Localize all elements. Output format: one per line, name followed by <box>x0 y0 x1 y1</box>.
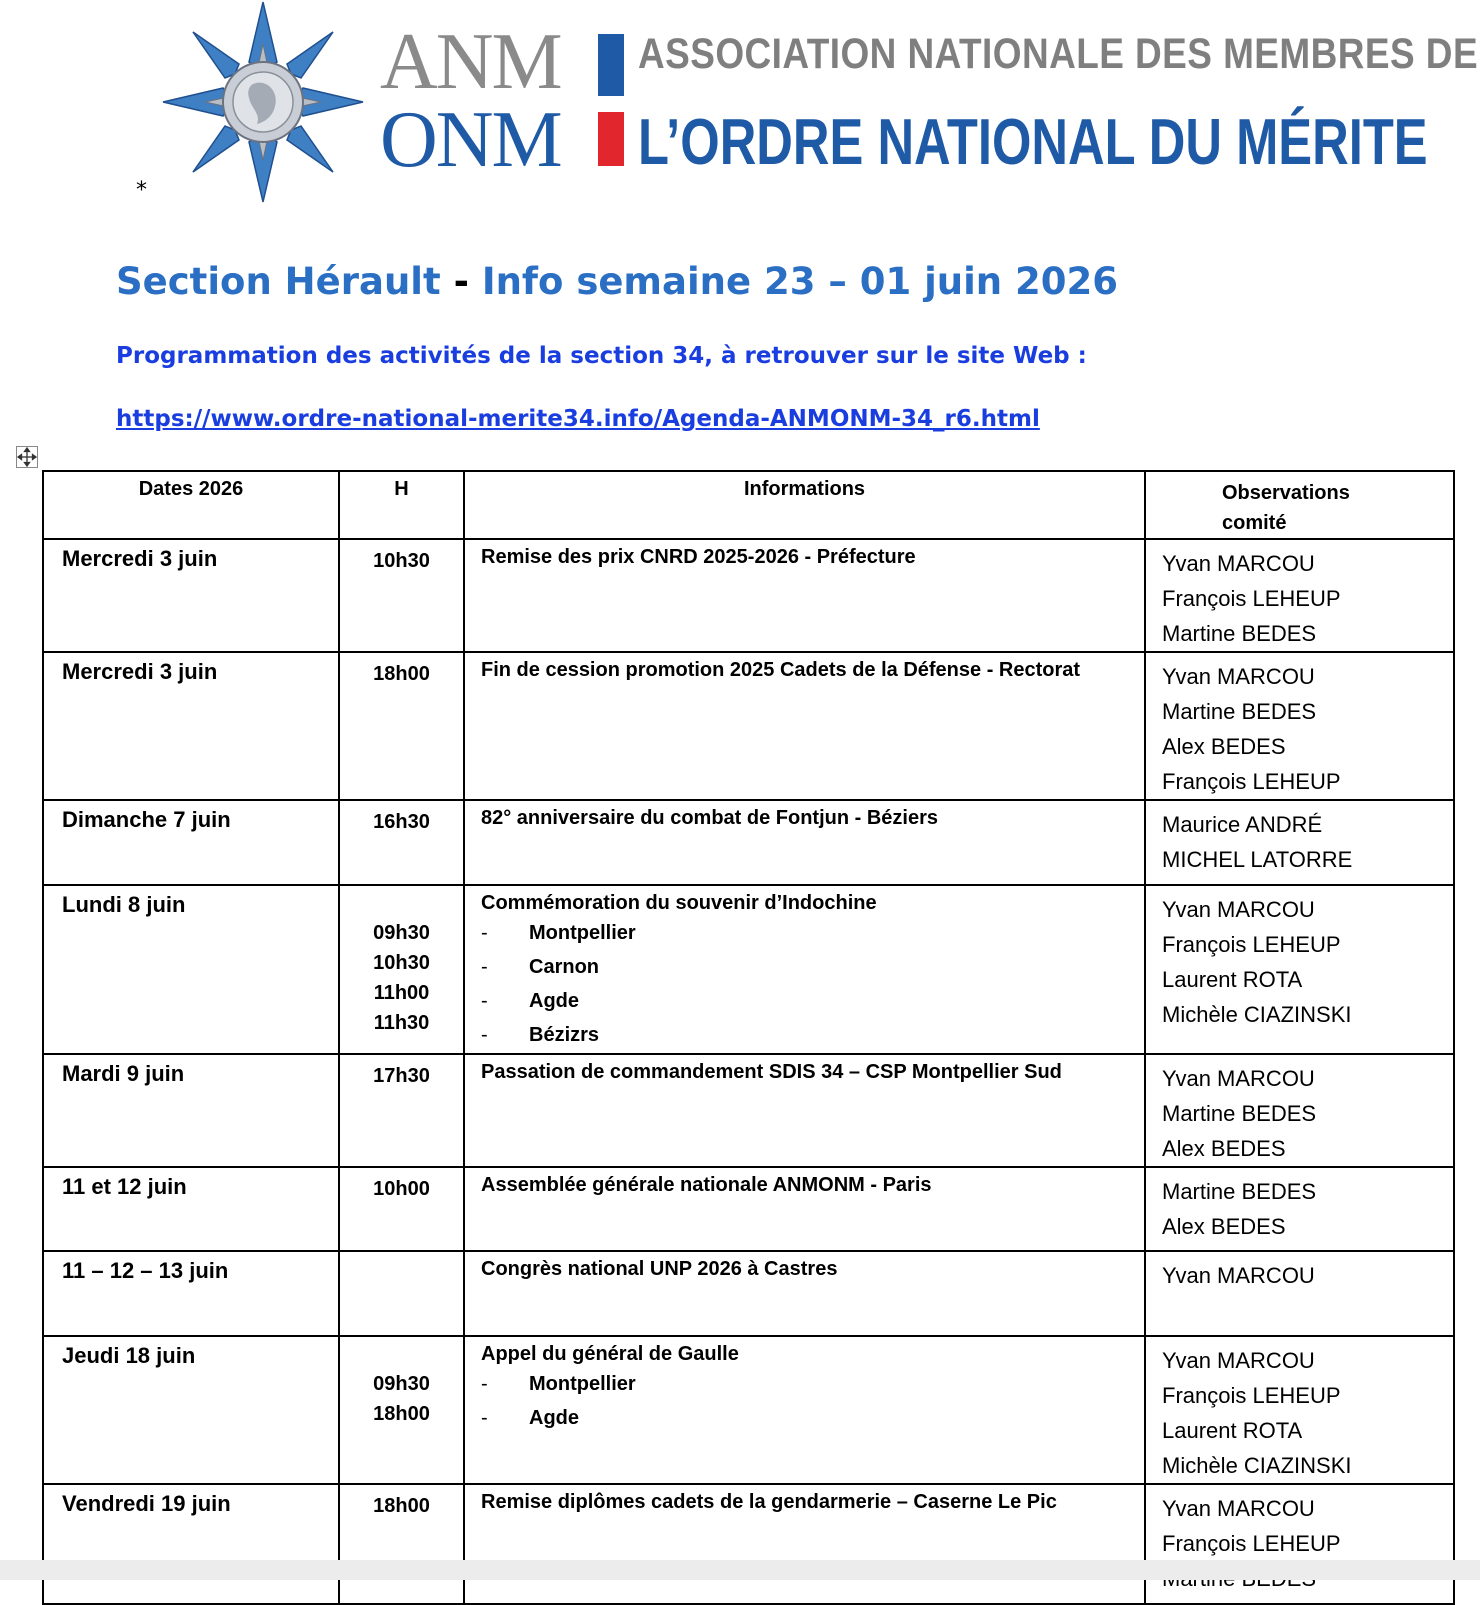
row-place: - Bézizrs <box>481 1018 1144 1052</box>
subtitle: Programmation des activités de la section 34, à retrouver sur le site Web : <box>116 343 1087 369</box>
row-observer-name: Michèle CIAZINSKI <box>1162 1453 1352 1478</box>
logo-anm-text: ANM <box>380 18 561 106</box>
row-observer-name: Yvan MARCOU <box>1162 551 1315 576</box>
row-observer-name: Yvan MARCOU <box>1162 897 1315 922</box>
bottom-strip <box>0 1560 1480 1580</box>
row-information <box>464 1054 1145 1167</box>
row-hour: 11h00 <box>373 982 430 1004</box>
row-information <box>464 1167 1145 1251</box>
table-row <box>43 1336 1454 1484</box>
row-hour: 10h30 <box>373 550 430 572</box>
row-hours <box>339 539 464 652</box>
title-info: Info semaine 23 – 01 juin 2026 <box>481 260 1118 303</box>
row-observer-name: Yvan MARCOU <box>1162 1263 1315 1288</box>
row-hour: 10h30 <box>373 952 430 974</box>
row-observations <box>1145 652 1454 800</box>
row-observations <box>1145 539 1454 652</box>
row-date: Mercredi 3 juin <box>43 652 339 800</box>
row-information <box>464 1251 1145 1336</box>
row-place: - Agde <box>481 984 1144 1018</box>
agenda-table <box>42 470 1455 1605</box>
row-hours <box>339 1054 464 1167</box>
row-observations <box>1145 885 1454 1054</box>
table-row <box>43 652 1454 800</box>
header-dates: Dates 2026 <box>43 471 339 539</box>
title-separator: - <box>453 260 469 303</box>
row-date: 11 et 12 juin <box>43 1167 339 1251</box>
row-observer-name: François LEHEUP <box>1162 1383 1341 1408</box>
header-obs-line1: Observations <box>1222 482 1350 504</box>
row-info-text: 82° anniversaire du combat de Fontjun - Béziers <box>481 807 939 829</box>
row-date: Dimanche 7 juin <box>43 800 339 885</box>
table-header-row <box>43 471 1454 539</box>
table-row <box>43 1484 1454 1604</box>
row-observer-name: Yvan MARCOU <box>1162 1348 1315 1373</box>
row-observer-name: Martine BEDES <box>1162 1101 1317 1126</box>
row-observations <box>1145 1336 1454 1484</box>
row-observer-name: Maurice ANDRÉ <box>1162 812 1323 837</box>
row-place: - Carnon <box>481 950 1144 984</box>
row-hours <box>339 885 464 1054</box>
row-date: Jeudi 18 juin <box>43 1336 339 1484</box>
row-hours <box>339 652 464 800</box>
table-move-handle[interactable] <box>16 446 38 468</box>
row-info-text: Fin de cession promotion 2025 Cadets de la Défense - Rectorat <box>481 659 1081 681</box>
row-info-text: Commémoration du souvenir d’Indochine <box>481 892 877 914</box>
row-observer-name: Yvan MARCOU <box>1162 1496 1315 1521</box>
row-observer-name: Alex BEDES <box>1162 734 1286 759</box>
move-arrows-icon <box>17 447 37 467</box>
row-date: Lundi 8 juin <box>43 885 339 1054</box>
table-row <box>43 800 1454 885</box>
page-title <box>116 260 1118 303</box>
row-observer-name: Laurent ROTA <box>1162 1418 1303 1443</box>
row-observer-name: Yvan MARCOU <box>1162 664 1315 689</box>
row-observer-name: Laurent ROTA <box>1162 967 1303 992</box>
flag-blue-bar <box>598 34 624 96</box>
medal-icon <box>158 0 368 205</box>
row-info-text: Assemblée générale nationale ANMONM - Paris <box>481 1174 932 1196</box>
row-hours <box>339 1167 464 1251</box>
row-observer-name: Michèle CIAZINSKI <box>1162 1002 1352 1027</box>
row-information <box>464 800 1145 885</box>
table-row <box>43 1167 1454 1251</box>
row-info-text: Appel du général de Gaulle <box>481 1343 739 1365</box>
row-date: Mercredi 3 juin <box>43 539 339 652</box>
row-hour: 18h00 <box>373 1495 430 1517</box>
header-obs-line2: comité <box>1222 512 1287 534</box>
row-observer-name: François LEHEUP <box>1162 932 1341 957</box>
row-observer-name: Martine BEDES <box>1162 1179 1317 1204</box>
row-observer-name: MICHEL LATORRE <box>1162 847 1353 872</box>
row-observer-name: Martine BEDES <box>1162 621 1317 646</box>
row-information <box>464 539 1145 652</box>
table-row <box>43 885 1454 1054</box>
row-place: - Agde <box>481 1401 1144 1435</box>
row-observations <box>1145 1167 1454 1251</box>
row-hour: 09h30 <box>373 922 430 944</box>
row-hour: 10h00 <box>373 1178 430 1200</box>
row-places-list <box>481 916 1144 1052</box>
row-observer-name: Alex BEDES <box>1162 1214 1286 1239</box>
logo-ordre-line: L’ORDRE NATIONAL DU MÉRITE <box>638 105 1428 178</box>
row-date: Mardi 9 juin <box>43 1054 339 1167</box>
row-hours <box>339 1251 464 1336</box>
title-section: Section Hérault <box>116 260 441 303</box>
row-date: Vendredi 19 juin <box>43 1484 339 1604</box>
flag-red-bar <box>598 112 624 166</box>
row-info-text: Remise des prix CNRD 2025-2026 - Préfecture <box>481 546 916 568</box>
row-hour: 16h30 <box>373 811 430 833</box>
header-observations <box>1145 471 1454 539</box>
row-date: 11 – 12 – 13 juin <box>43 1251 339 1336</box>
row-hour: 11h30 <box>373 1012 430 1034</box>
row-info-text: Congrès national UNP 2026 à Castres <box>481 1258 838 1280</box>
row-hour: 17h30 <box>373 1065 430 1087</box>
row-observations <box>1145 1484 1454 1604</box>
agenda-link[interactable]: https://www.ordre-national-merite34.info/Agenda-ANMONM-34_r6.html <box>116 406 1040 432</box>
header-info: Informations <box>464 471 1145 539</box>
row-observations <box>1145 1054 1454 1167</box>
row-information <box>464 885 1145 1054</box>
row-place: - Montpellier <box>481 1367 1144 1401</box>
logo-association-line: ASSOCIATION NATIONALE DES MEMBRES DE <box>638 30 1479 78</box>
row-information <box>464 652 1145 800</box>
row-observer-name: François LEHEUP <box>1162 1531 1341 1556</box>
logo-onm-text: ONM <box>380 96 561 184</box>
row-observer-name: Martine BEDES <box>1162 699 1317 724</box>
row-observations <box>1145 1251 1454 1336</box>
row-hour: 09h30 <box>373 1373 430 1395</box>
row-observer-name: François LEHEUP <box>1162 769 1341 794</box>
row-info-text: Remise diplômes cadets de la gendarmerie – Caserne Le Pic <box>481 1491 1057 1513</box>
row-hours <box>339 1336 464 1484</box>
row-observations <box>1145 800 1454 885</box>
table-row <box>43 1251 1454 1336</box>
row-hour: 18h00 <box>373 663 430 685</box>
row-observer-name: Yvan MARCOU <box>1162 1066 1315 1091</box>
table-row <box>43 1054 1454 1167</box>
row-info-text: Passation de commandement SDIS 34 – CSP Montpellier Sud <box>481 1061 1062 1083</box>
row-observer-name: Alex BEDES <box>1162 1136 1286 1161</box>
row-information <box>464 1484 1145 1604</box>
asterisk-mark: * <box>136 178 147 203</box>
row-hours <box>339 800 464 885</box>
row-information <box>464 1336 1145 1484</box>
row-hours <box>339 1484 464 1604</box>
row-places-list <box>481 1367 1144 1435</box>
row-observer-name: François LEHEUP <box>1162 586 1341 611</box>
header-hour: H <box>339 471 464 539</box>
table-row <box>43 539 1454 652</box>
row-hour: 18h00 <box>373 1403 430 1425</box>
row-place: - Montpellier <box>481 916 1144 950</box>
